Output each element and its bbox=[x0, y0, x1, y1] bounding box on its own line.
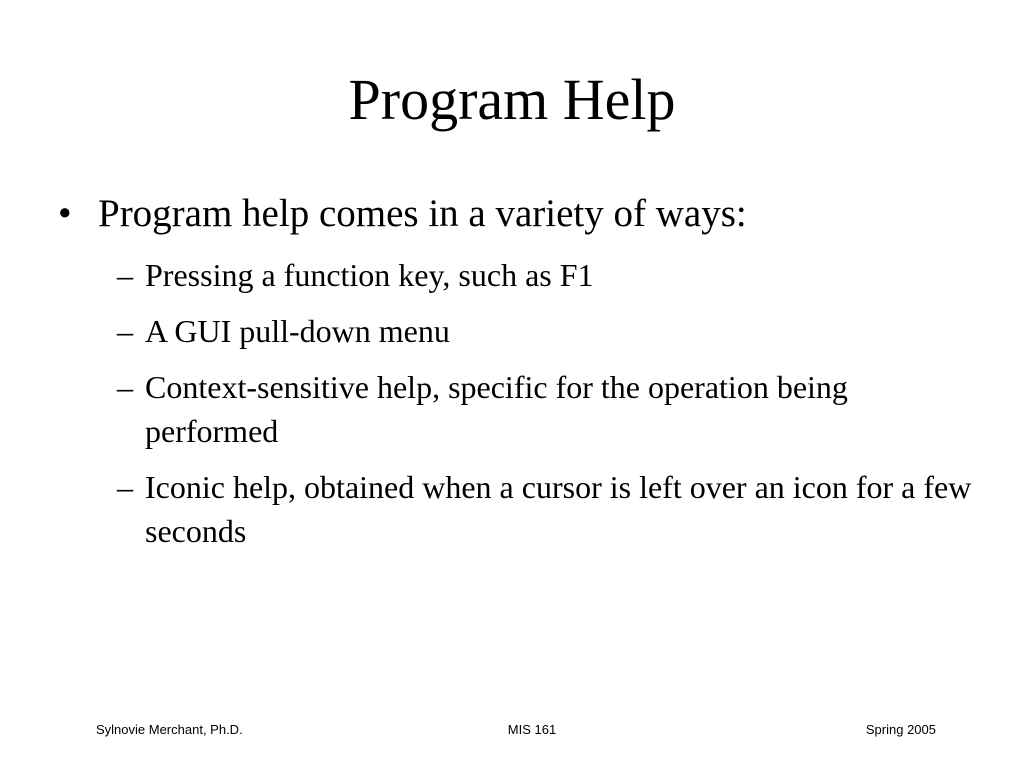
bullet-item bbox=[58, 190, 978, 238]
slide-title: Program Help bbox=[348, 67, 676, 132]
bullet-text: Program help comes in a variety of ways: bbox=[98, 192, 747, 235]
dash-marker: – bbox=[117, 257, 133, 293]
dash-marker: – bbox=[117, 313, 133, 349]
sub-bullet-item bbox=[117, 309, 977, 353]
dash-marker: – bbox=[117, 469, 133, 505]
bullet-marker: • bbox=[58, 192, 72, 235]
sub-bullet-text: A GUI pull-down menu bbox=[145, 313, 450, 349]
sub-bullet-item bbox=[117, 253, 977, 297]
footer-course: MIS 161 bbox=[507, 722, 557, 737]
dash-marker: – bbox=[117, 369, 133, 405]
sub-bullet-text: Context-sensitive help, specific for the operation being performed bbox=[145, 369, 848, 449]
footer-author: Sylnovie Merchant, Ph.D. bbox=[96, 722, 243, 737]
sub-bullet-list bbox=[117, 253, 977, 565]
sub-bullet-text: Pressing a function key, such as F1 bbox=[145, 257, 594, 293]
sub-bullet-item bbox=[117, 465, 977, 553]
footer-term: Spring 2005 bbox=[865, 722, 936, 737]
sub-bullet-item bbox=[117, 365, 977, 453]
sub-bullet-text: Iconic help, obtained when a cursor is left over an icon for a few seconds bbox=[145, 469, 972, 549]
